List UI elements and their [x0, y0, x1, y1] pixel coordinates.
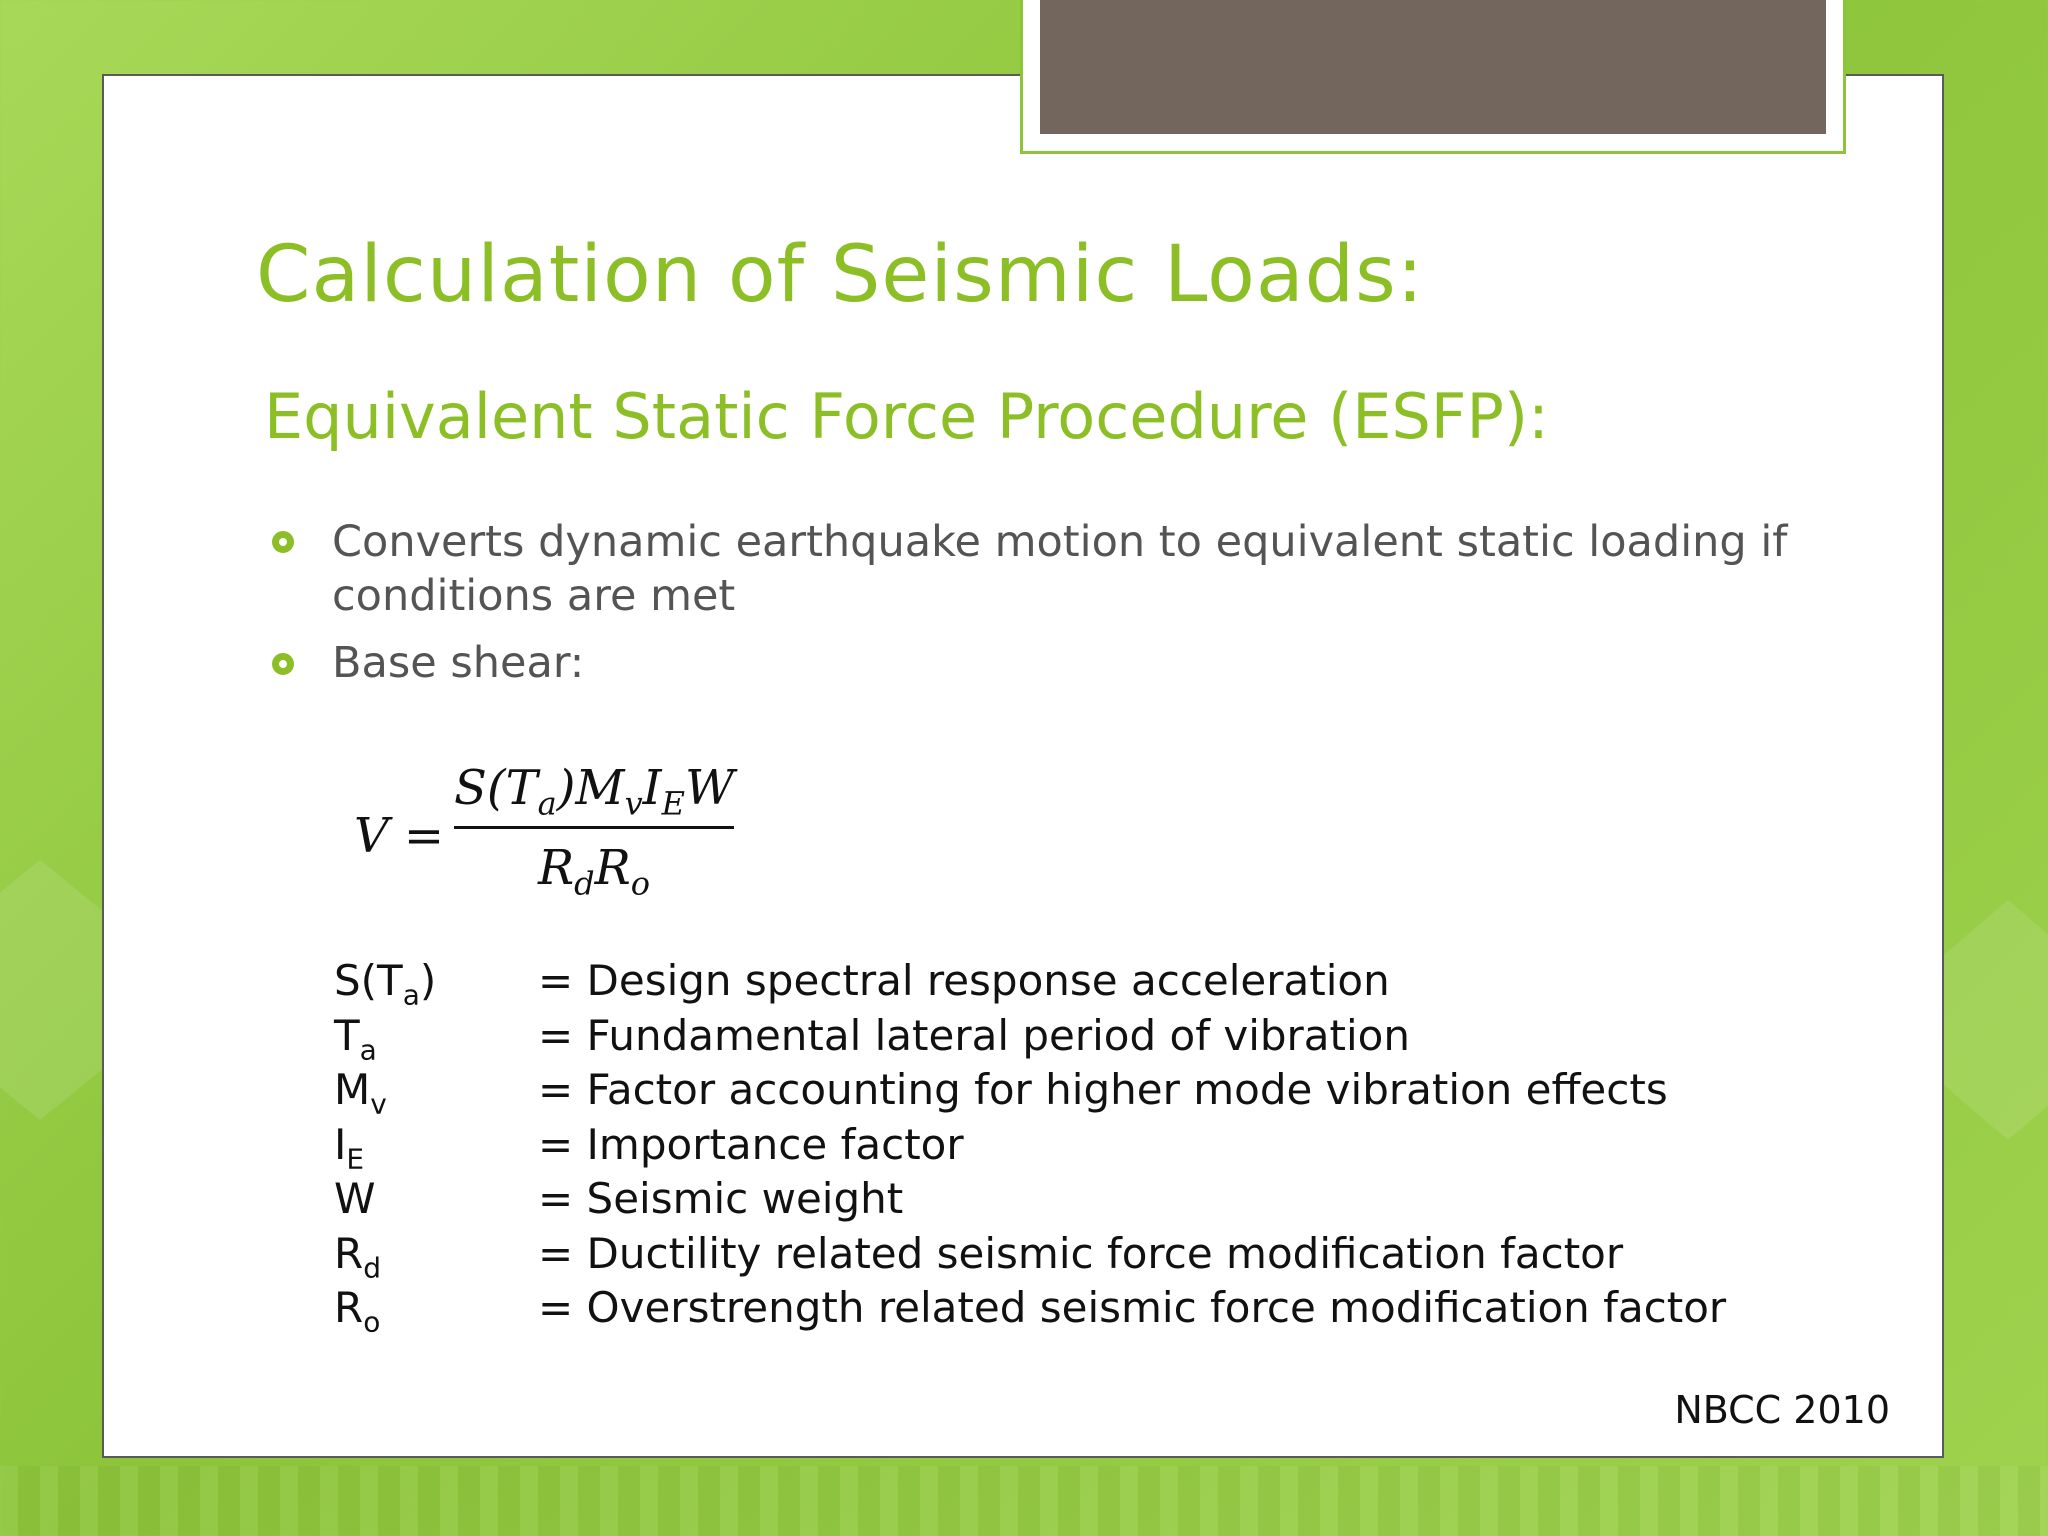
definition-description: = Fundamental lateral period of vibration: [538, 1010, 1410, 1060]
definition-symbol: $M_v$: [334, 1065, 387, 1121]
source-citation: NBCC 2010: [1674, 1388, 1890, 1432]
definition-description: = Overstrength related seismic force modification factor: [538, 1283, 1727, 1332]
equation-numerator: $S(T_a)M_vI_EW$: [454, 760, 735, 823]
definition-description: = Factor accounting for higher mode vibration effects: [538, 1065, 1668, 1114]
slide-title: Calculation of Seismic Loads:: [256, 230, 1425, 320]
fraction-bar: [454, 826, 734, 829]
bullet-text-2: Base shear:: [332, 638, 585, 688]
definition-symbol: $I_E$: [334, 1119, 365, 1175]
background-hexagon-right: [1938, 900, 2048, 1140]
slide-subtitle: Equivalent Static Force Procedure (ESFP):: [264, 380, 1549, 453]
definition-symbol: W: [334, 1174, 376, 1223]
equation-denominator: $R_dR_o$: [537, 840, 651, 903]
definition-symbol: $R_d$: [334, 1228, 381, 1284]
definition-symbol: $S(T_a)$: [334, 956, 437, 1012]
definition-description: = Ductility related seismic force modification factor: [538, 1228, 1624, 1278]
definition-description: = Importance factor: [538, 1119, 964, 1169]
bullet-icon: [272, 653, 294, 675]
equation-lhs: V =: [354, 808, 445, 864]
definition-symbol: $R_o$: [334, 1283, 381, 1339]
definition-description: = Design spectral response acceleration: [538, 956, 1390, 1005]
bullet-text-1: Converts dynamic earthquake motion to equivalent static loading if conditions are met: [332, 517, 1788, 621]
header-tab-block: [1040, 0, 1826, 134]
background-stripes: [0, 1466, 2048, 1536]
definition-symbol: $T_a$: [334, 1010, 377, 1066]
bullet-icon: [272, 531, 294, 553]
definition-description: = Seismic weight: [538, 1174, 904, 1223]
